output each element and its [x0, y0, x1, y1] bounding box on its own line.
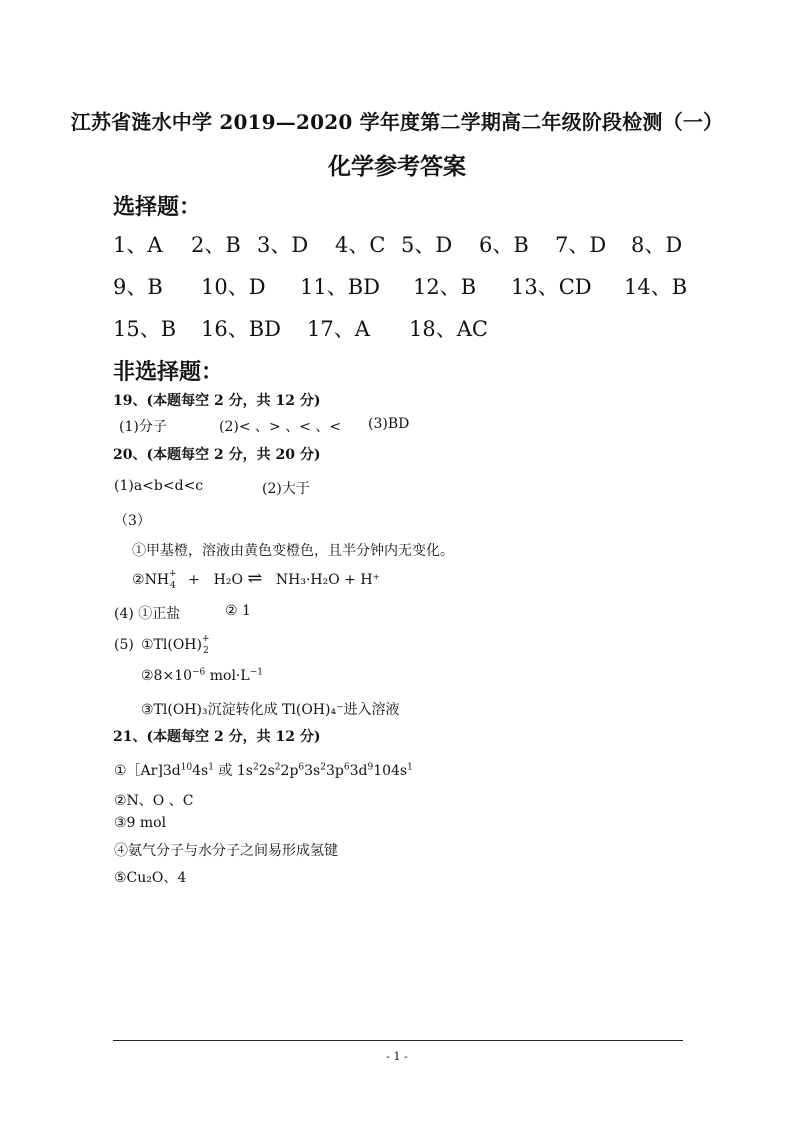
config-exp: 1	[407, 762, 413, 773]
config-text: 4s	[192, 763, 209, 779]
config-text: ①［Ar]3d	[114, 763, 181, 779]
answer-item: 14、B	[624, 275, 688, 299]
page-number: - 1 -	[386, 1050, 408, 1063]
equation-rhs: NH₃·H₂O + H⁺	[275, 572, 380, 588]
q21-answer-1	[114, 760, 413, 780]
answer-item: 3、D	[257, 233, 309, 257]
config-exp: 2	[252, 762, 259, 773]
equation-middle: + H₂O	[187, 572, 243, 588]
answer-item: 10、D	[201, 275, 266, 299]
ion-charge: +	[169, 569, 177, 579]
q20-part-5-answer-3: ③Tl(OH)₃沉淀转化成 Tl(OH)₄⁻进入溶液	[141, 702, 400, 718]
formula-subscript: 2	[202, 646, 209, 656]
document-title: 江苏省涟水中学 2019—2020 学年度第二学期高二年级阶段检测（一）	[70, 110, 724, 134]
q21-answer-3: ③9 mol	[114, 815, 167, 831]
q19-answer-1: (1)分子	[119, 419, 167, 435]
equilibrium-arrow-icon: ⇌	[247, 568, 263, 589]
config-exp: 6	[298, 762, 305, 773]
question-19-header: 19、(本题每空 2 分，共 12 分)	[113, 393, 321, 409]
q20-part-3-answer-1: ①甲基橙，溶液由黄色变橙色，且半分钟内无变化。	[132, 543, 454, 559]
answer-item: 12、B	[413, 275, 477, 299]
ion-charge-stack	[169, 569, 179, 591]
section-heading-choice: 选择题：	[113, 194, 202, 220]
answer-item: 5、D	[401, 233, 453, 257]
q20-answer-2: (2)大于	[262, 481, 310, 497]
config-text: 3p	[325, 763, 344, 779]
answer-item: 15、B	[113, 317, 177, 341]
answer-item: 2、B	[191, 233, 241, 257]
config-exp: 2	[274, 762, 281, 773]
unit-exponent: −1	[249, 667, 263, 678]
q21-answer-5: ⑤Cu₂O、4	[114, 870, 187, 886]
config-text: 或 1s	[213, 763, 253, 779]
config-text: 104s	[373, 763, 408, 779]
q19-answer-2: (2)< 、> 、< 、<	[219, 419, 342, 435]
answer-row-2	[113, 271, 713, 301]
config-text: 2s	[258, 763, 275, 779]
config-text: 3d	[349, 763, 368, 779]
value-text: ②8×10	[141, 668, 193, 684]
answer-row-3	[113, 313, 713, 343]
config-exp: 10	[180, 762, 193, 773]
formula-charge: +	[201, 634, 210, 644]
config-exp: 6	[343, 762, 350, 773]
q20-part-3-equation	[132, 568, 380, 589]
q21-answer-2: ②N、O 、C	[114, 793, 194, 809]
answer-item: 16、BD	[201, 317, 281, 341]
config-text: 3s	[304, 763, 321, 779]
formula-text: ①Tl(OH)	[141, 637, 202, 653]
answer-item: 7、D	[555, 233, 607, 257]
document-subtitle: 化学参考答案	[328, 153, 466, 180]
q20-answer-1: (1)a<b<d<c	[114, 478, 204, 494]
question-21-header: 21、(本题每空 2 分，共 12 分)	[113, 729, 321, 745]
q20-part-5-answer-2	[141, 668, 263, 684]
config-exp: 1	[208, 762, 214, 773]
ion-subscript: 4	[170, 581, 176, 591]
answer-item: 17、A	[307, 317, 370, 341]
value-exponent: −6	[192, 667, 206, 678]
q20-part-4-answer-1: (4) ①正盐	[114, 606, 181, 622]
answer-item: 13、CD	[511, 275, 592, 299]
answer-item: 18、AC	[409, 317, 488, 341]
answer-row-1	[113, 229, 713, 259]
answer-item: 4、C	[335, 233, 386, 257]
q20-part-4-answer-2: ② 1	[225, 603, 251, 619]
unit-text: mol·L	[209, 668, 250, 684]
formula-charge-stack	[201, 634, 212, 656]
answer-item: 1、A	[113, 233, 163, 257]
answer-item: 9、B	[113, 275, 163, 299]
q20-part-3-label: （3）	[114, 513, 151, 529]
config-exp: 9	[367, 762, 374, 773]
answer-item: 11、BD	[300, 275, 380, 299]
answer-item: 6、B	[479, 233, 529, 257]
q21-answer-4: ④氨气分子与水分子之间易形成氢键	[114, 843, 338, 859]
section-heading-nonchoice: 非选择题：	[113, 359, 224, 385]
config-text: 2p	[280, 763, 299, 779]
q19-answer-3: (3)BD	[368, 416, 410, 432]
equation-marker: ②	[132, 572, 145, 588]
config-exp: 2	[320, 762, 326, 773]
q20-part-5-label: (5)	[114, 637, 134, 653]
question-20-header: 20、(本题每空 2 分，共 20 分)	[113, 447, 321, 463]
footer-divider	[113, 1040, 683, 1041]
answer-item: 8、D	[631, 233, 683, 257]
q20-part-5-answer-1	[141, 634, 212, 656]
ion-nh: NH	[144, 572, 170, 588]
